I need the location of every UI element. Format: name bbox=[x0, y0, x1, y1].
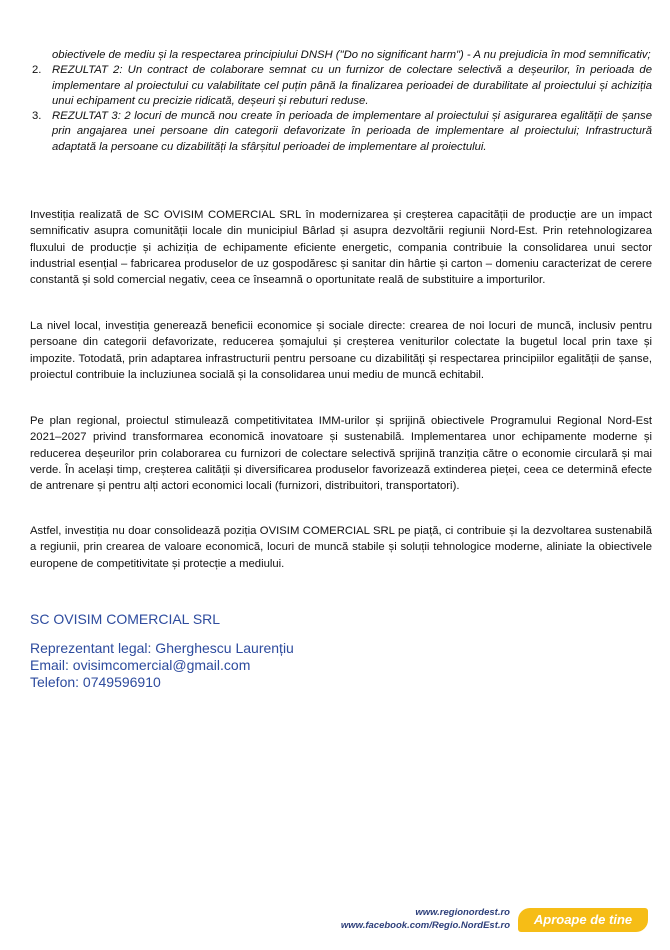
website-link[interactable]: www.regionordest.ro bbox=[415, 907, 510, 918]
list-item-text: REZULTAT 2: Un contract de colaborare semnat cu un furnizor de colectare selectivă a deșeurilor, în perioada de implementare al proiectului cu valabilitate cel puțin până la finalizarea perioadei de durabilitate al proiectului și achiziția unui echipament cu precizie ridicată, deșeuri și rebuturi reduse. bbox=[52, 64, 652, 107]
list-item bbox=[30, 48, 652, 63]
tagline-badge: Aproape de tine bbox=[518, 908, 648, 932]
list-item bbox=[30, 63, 652, 109]
company-name: SC OVISIM COMERCIAL SRL bbox=[30, 611, 221, 627]
facebook-link[interactable]: www.facebook.com/Regio.NordEst.ro bbox=[340, 920, 510, 931]
list-item-number: 2. bbox=[32, 64, 42, 77]
contact-phone: Telefon: 0749596910 bbox=[30, 674, 161, 690]
list-item-number: 3. bbox=[32, 110, 42, 123]
body-paragraph: La nivel local, investiția generează beneficii economice și sociale directe: crearea de noi locuri de muncă, inclusiv pentru persoane din categorii defavorizate, reducerea șomajului și creșterea veniturilor colectate la bugetul local prin taxe și impozite. Totodată, prin adaptarea infrastructurii pentru persoane cu dizabilități și respectarea principiilor egalității de șanse, proiectul contribuie la incluziunea socială și la consolidarea unui mediu de muncă echitabil. bbox=[30, 320, 652, 381]
list-item-text: REZULTAT 3: 2 locuri de muncă nou create în perioada de implementare al proiectului și asigurarea egalității de șanse prin angajarea unei persoane din categorii defavorizate în perioada de implementare al proiectului; Infrastructură adaptată la persoane cu dizabilități la sfârșitul perioadei de implementare al proiectului. bbox=[52, 110, 652, 153]
list-item-text: obiectivele de mediu și la respectarea principiului DNSH ("Do no significant harm") - A nu prejudicia în mod semnificativ; bbox=[52, 49, 651, 61]
results-list bbox=[30, 48, 652, 155]
body-paragraph: Astfel, investiția nu doar consolidează poziția OVISIM COMERCIAL SRL pe piață, ci contribuie și la dezvoltarea sustenabilă a regiunii, prin crearea de valoare economică, locuri de muncă stabile și soluții tehnologice moderne, aliniate la obiectivele europene de competitivitate și protecție a mediului. bbox=[30, 525, 652, 570]
legal-representative: Reprezentant legal: Gherghescu Laurențiu bbox=[30, 640, 294, 656]
list-item bbox=[30, 109, 652, 155]
footer-links bbox=[341, 906, 510, 932]
body-paragraph: Investiția realizată de SC OVISIM COMERCIAL SRL în modernizarea și creșterea capacității de producție are un impact semnificativ asupra comunității locale din municipiul Bârlad și asupra dezvoltării regiunii Nord-Est. Prin retehnologizarea fluxului de producție și achiziția de echipamente eficiente energetic, compania contribuie la consolidarea unui sector industrial esențial – fabricarea produselor de uz gospodăresc și sanitar din hârtie și carton – domeniu caracterizat de cerere constantă și sold comercial negativ, ceea ce înseamnă o oportunitate reală de substituire a importurilor. bbox=[30, 209, 652, 287]
contact-email: Email: ovisimcomercial@gmail.com bbox=[30, 657, 251, 673]
body-paragraph: Pe plan regional, proiectul stimulează competitivitatea IMM-urilor și sprijină obiectivele Programului Regional Nord-Est 2021–2027 privind transformarea economică inovatoare și sustenabilă. Implementarea unor echipamente moderne și reducerea deșeurilor prin colaborarea cu furnizori de colectare selectivă sprijină tranziția către o economie circulară și mai verde. În același timp, creșterea calității și diversificarea produselor favorizează extinderea pieței, ceea ce determină efecte de antrenare și pentru alți actori economici locali (furnizori, distribuitori, transportatori). bbox=[30, 415, 652, 493]
